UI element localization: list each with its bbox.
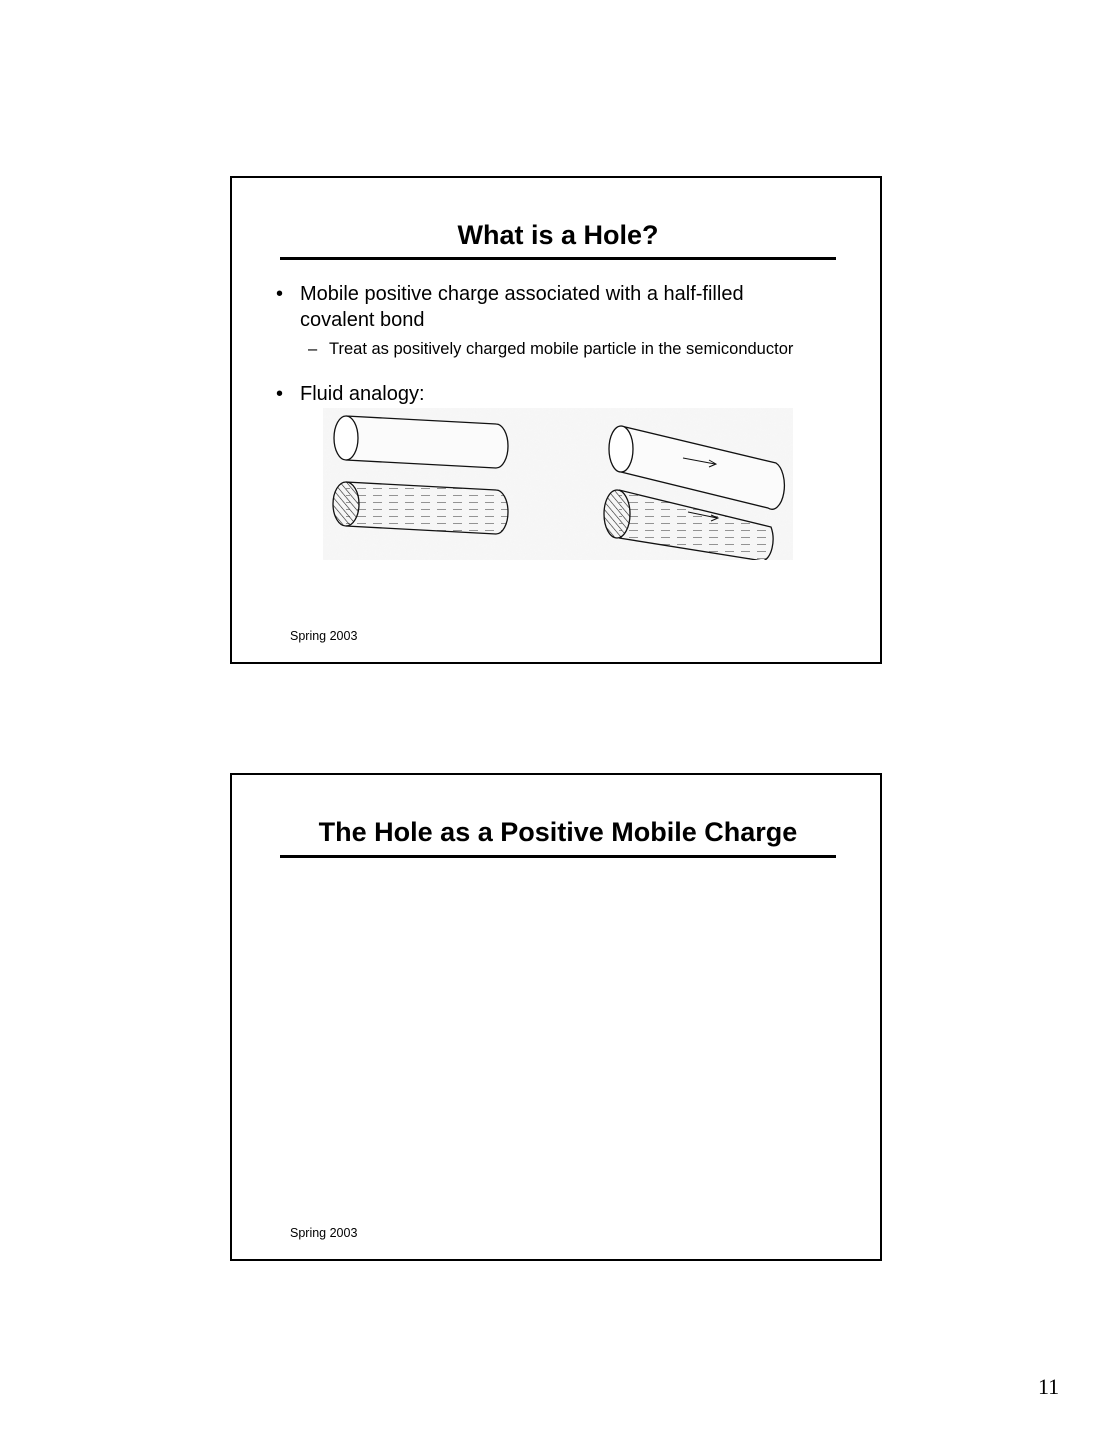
- bullet-text: Fluid analogy:: [300, 383, 425, 405]
- slide-footer: Spring 2003: [290, 629, 358, 643]
- sub-bullet-item: [308, 338, 793, 360]
- bullet-mark: •: [276, 383, 284, 405]
- slide-title: The Hole as a Positive Mobile Charge: [318, 817, 798, 847]
- bullet-mark: •: [276, 283, 284, 305]
- title-underline: [280, 855, 836, 858]
- slide-footer: Spring 2003: [290, 1226, 358, 1240]
- slide-title: What is a Hole?: [457, 220, 659, 250]
- pipe-fluid-analogy-icon: [323, 408, 793, 560]
- sub-bullet-text: Treat as positively charged mobile particle in the semiconductor: [329, 340, 794, 358]
- bullet-item: [276, 381, 810, 407]
- bullet-text: Mobile positive charge associated with a half-filled covalent bond: [300, 283, 744, 331]
- filled-pipe-static: [333, 482, 508, 534]
- slide-hole-positive-mobile-charge: [230, 773, 882, 1261]
- slide-what-is-a-hole: [230, 176, 882, 664]
- bullet-item: [276, 281, 810, 333]
- page-number: 11: [1038, 1374, 1060, 1399]
- empty-pipe-static: [334, 416, 508, 468]
- title-underline: [280, 257, 836, 260]
- sub-bullet-mark: –: [308, 340, 318, 358]
